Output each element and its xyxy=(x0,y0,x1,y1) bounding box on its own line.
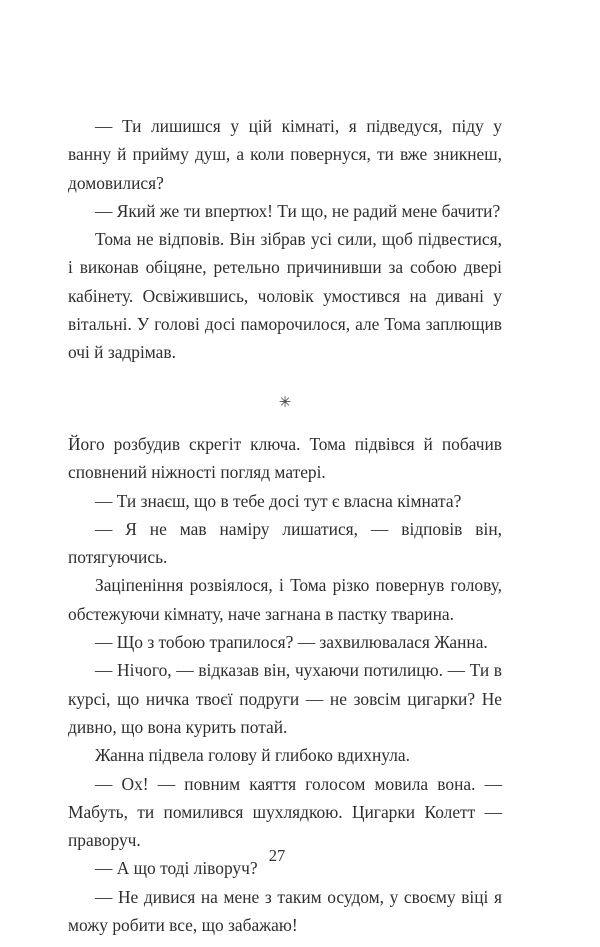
paragraph: Тома не відповів. Він зібрав усі сили, щоб підвестися, і виконав обіцяне, ретельно причинивши за собою двері кабінету. Освіжившись, чоловік умостився на дивані у вітальні. У голові досі паморочилося, але Тома заплющив очі й задрімав. xyxy=(68,229,502,363)
page-text-body xyxy=(68,112,502,939)
paragraph: Заціпеніння розвіялося, і Тома різко повернув голову, обстежуючи кімнату, наче загнана в пастку тварина. xyxy=(68,575,502,624)
paragraph: — Що з тобою трапилося? — захвилювалася Жанна. xyxy=(95,632,488,653)
page-number: 27 xyxy=(268,846,286,865)
paragraph: — Я не мав наміру лишатися, — відповів він, потягуючись. xyxy=(68,518,502,568)
paragraph: — Нічого, — відказав він, чухаючи потилицю. — Ти в курсі, що ничка твоєї подруги — не зовсім цигарки? Не дивно, що вона курить потай. xyxy=(68,660,502,737)
spacer-above-scene-break xyxy=(68,367,502,389)
paragraph: — Ти лишишся у цій кімнаті, я підведуся, піду у ванну й прийму душ, а коли повернуся, ти вже зникнеш, домовилися? xyxy=(68,116,502,193)
paragraph: — Ох! — повним каяття голосом мовила вона. — Мабуть, ти помилився шухлядкою. Цигарки Колетт — праворуч. xyxy=(68,773,502,851)
paragraph: — Не дивися на мене з таким осудом, у своєму віці я можу робити все, що забажаю! xyxy=(68,886,502,936)
paragraph: — А що тоді ліворуч? xyxy=(95,858,258,879)
spacer-below-scene-break xyxy=(68,417,502,430)
paragraph: — Ти знаєш, що в тебе досі тут є власна кімната? xyxy=(95,490,462,511)
paragraph: Його розбудив скрегіт ключа. Тома підвівся й побачив сповнений ніжності погляд матері. xyxy=(68,433,502,483)
scene-break-asterisk: ✳ xyxy=(278,394,292,411)
paragraph: Жанна підвела голову й глибоко вдихнула. xyxy=(95,745,410,766)
paragraph: — Який же ти впертюх! Ти що, не радий мене бачити? xyxy=(95,200,501,221)
